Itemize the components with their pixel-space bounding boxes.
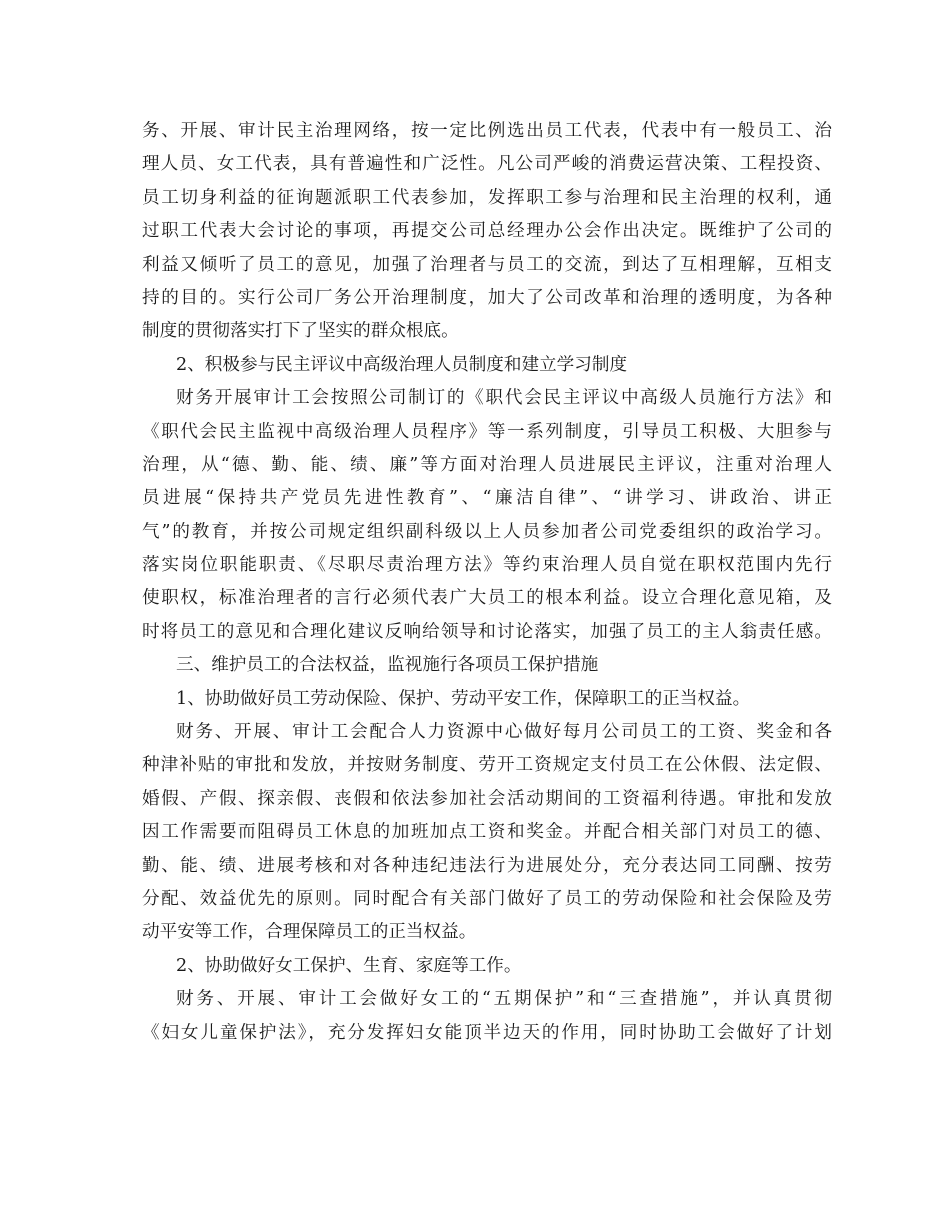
text-line: 员工切身利益的征询题派职工代表参加，发挥职工参与治理和民主治理的权利，通: [142, 187, 832, 208]
text-line: 制度的贯彻落实打下了坚实的群众根底。: [142, 321, 459, 342]
text-line: 因工作需要而阻碍员工休息的加班加点工资和奖金。并配合相关部门对员工的德、: [142, 822, 832, 843]
text-line: 持的目的。实行公司厂务公开治理制度，加大了公司改革和治理的透明度，为各种: [142, 287, 832, 308]
text-line: 使职权，标准治理者的言行必须代表广大员工的根本利益。设立合理化意见箱，及: [142, 588, 832, 609]
text-line: 时将员工的意见和合理化建议反响给领导和讨论落实，加强了员工的主人翁责任感。: [142, 621, 832, 642]
text-line: 务、开展、审计民主治理网络，按一定比例选出员工代表，代表中有一般员工、治: [142, 121, 832, 141]
text-line: 勤、能、绩、进展考核和对各种违纪违法行为进展处分，充分表达同工同酬、按劳: [142, 855, 832, 876]
text-line: 落实岗位职能职责、《尽职尽责治理方法》等约束治理人员自觉在职权范围内先行: [142, 555, 832, 576]
text-line: 财务开展审计工会按照公司制订的《职代会民主评议中高级人员施行方法》和: [176, 388, 832, 409]
document-body: [142, 115, 832, 1050]
text-line: 过职工代表大会讨论的事项，再提交公司总经理办公会作出决定。既维护了公司的: [142, 221, 832, 242]
section-subheading: 1、协助做好员工劳动保险、保护、劳动平安工作，保障职工的正当权益。: [176, 688, 751, 709]
text-line: 婚假、产假、探亲假、丧假和依法参加社会活动期间的工资福利待遇。审批和发放: [142, 788, 832, 809]
text-line: 财务、开展、审计工会配合人力资源中心做好每月公司员工的工资、奖金和各: [176, 722, 832, 743]
text-line: 《职代会民主监视中高级治理人员程序》等一系列制度，引导员工积极、大胆参与: [142, 421, 832, 442]
text-line: 种津补贴的审批和发放，并按财务制度、劳开工资规定支付员工在公休假、法定假、: [142, 755, 832, 776]
text-line: 动平安等工作，合理保障员工的正当权益。: [142, 922, 477, 943]
section-subheading: 2、协助做好女工保护、生育、家庭等工作。: [176, 955, 522, 976]
text-line: 治理，从“德、勤、能、绩、廉”等方面对治理人员进展民主评议，注重对治理人: [142, 454, 832, 475]
text-line: 财务、开展、审计工会做好女工的“五期保护”和“三查措施”，并认真贯彻: [176, 989, 832, 1010]
section-subheading: 2、积极参与民主评议中高级治理人员制度和建立学习制度: [176, 354, 628, 375]
text-line: 《妇女儿童保护法》，充分发挥妇女能顶半边天的作用，同时协助工会做好了计划: [142, 1022, 832, 1043]
text-line: 气”的教育，并按公司规定组织副科级以上人员参加者公司党委组织的政治学习。: [142, 521, 832, 542]
section-heading: 三、维护员工的合法权益，监视施行各项员工保护措施: [176, 655, 599, 676]
text-line: 员进展“保持共产党员先进性教育”、“廉洁自律”、“讲学习、讲政治、讲正: [142, 488, 832, 509]
text-line: 理人员、女工代表，具有普遍性和广泛性。凡公司严峻的消费运营决策、工程投资、: [142, 154, 832, 175]
text-line: 利益又倾听了员工的意见，加强了治理者与员工的交流，到达了互相理解，互相支: [142, 254, 832, 275]
text-line: 分配、效益优先的原则。同时配合有关部门做好了员工的劳动保险和社会保险及劳: [142, 888, 832, 909]
